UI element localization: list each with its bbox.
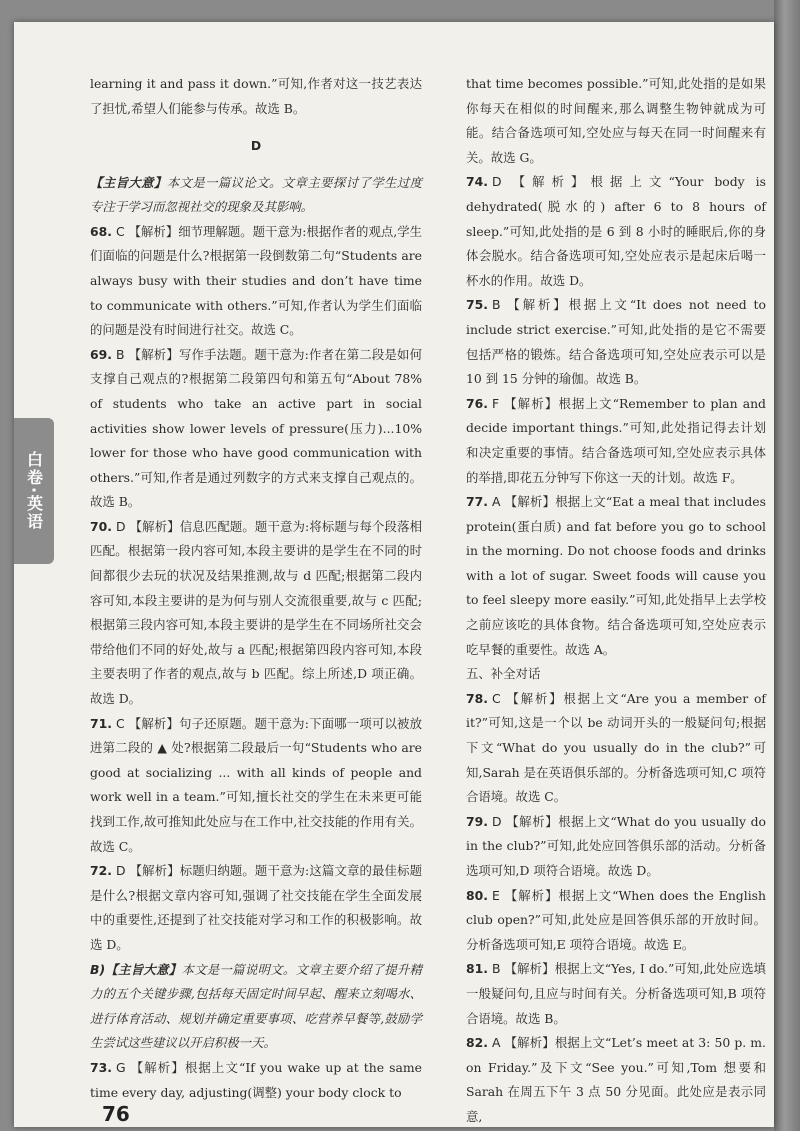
main-idea (90, 171, 422, 220)
item-answer: D (115, 518, 126, 534)
item-answer: C (115, 223, 125, 239)
item-number: 79. (466, 813, 488, 829)
item-answer: E (491, 887, 500, 903)
answer-item-71 (90, 712, 422, 860)
answer-item-74 (466, 170, 766, 293)
book-edge (774, 0, 800, 1131)
answer-item-77 (466, 490, 766, 662)
section-b-text: 本文是一篇说明文。文章主要介绍了提升精力的五个关键步骤,包括每天固定时间早起、醒来立刻喝水、进行体育活动、规划并确定重要事项、吃营养早餐等,鼓励学生尝试这些建议以开启积极一天。 (90, 961, 423, 1051)
answer-item-81 (466, 957, 766, 1031)
side-tab-label: 白卷·英语 (24, 450, 44, 532)
item-number: 75. (466, 297, 488, 313)
answer-item-70 (90, 515, 422, 712)
section-letter: D (250, 137, 262, 153)
left-intro: learning it and pass it down.”可知,作者对这一技艺表达了担忧,希望人们能参与传承。故选 B。 (90, 76, 422, 116)
item-text: 【解析】细节理解题。题干意为:根据作者的观点,学生们面临的问题是什么?根据第一段倒数第二句“Students are always busy with their studies and don’t have time to communicate with others.”可知,作者认为学生们面临的问题是没有时间进行社交。故选 C。 (90, 223, 422, 338)
answer-item-79 (466, 810, 766, 884)
item-text: 【解析】根据上文“It does not need to include strict exercise.”可知,此处指的是它不需要包括严格的锻炼。结合备选项可知,空处应表示可以是 10 到 15 分钟的瑜伽。故选 B。 (466, 297, 766, 387)
item-text: 【解析】根据上文“Your body is dehydrated(脱水的) after 6 to 8 hours of sleep.”可知,此处指的是 6 到 8 小时的睡眠后,你的身体会脱水。结合备选项可知,空处应表示是起床后喝一杯水的作用。故选 D。 (466, 174, 766, 288)
answer-item-72 (90, 859, 422, 957)
side-tab (14, 418, 54, 564)
item-text: 【解析】根据上文“Yes, I do.”可知,此处应选填一般疑问句,且应与时间有关。分析备选项可知,B 项符合语境。故选 B。 (466, 961, 766, 1026)
item-text: 【解析】根据上文“Let’s meet at 3: 50 p. m. on Friday.”及下文“See you.”可知,Tom 想要和 Sarah 在周五下午 3 点 50 分见面。此处应是表示同意, (466, 1035, 766, 1124)
main-idea-text: 本文是一篇议论文。文章主要探讨了学生过度专注于学习而忽视社交的现象及其影响。 (90, 174, 423, 215)
answer-item-68 (90, 220, 422, 343)
item-number: 72. (90, 863, 112, 879)
answer-item-80 (466, 884, 766, 958)
item-text: 【解析】根据上文“When does the English club open?”可知,此处应是回答俱乐部的开放时间。分析备选项可知,E 项符合语境。故选 E。 (466, 887, 766, 952)
item-answer: B (491, 961, 501, 977)
item-answer: F (491, 395, 500, 411)
item-answer: D (491, 813, 502, 829)
main-idea-tag: 【主旨大意】 (90, 174, 167, 190)
item-answer: A (491, 1035, 501, 1051)
answer-item-73 (90, 1056, 422, 1105)
item-number: 69. (90, 346, 112, 362)
item-answer: B (115, 346, 125, 362)
item-answer: C (115, 715, 125, 731)
item-number: 76. (466, 395, 488, 411)
item-number: 80. (466, 887, 488, 903)
item-number: 70. (90, 518, 112, 534)
left-column (90, 72, 422, 1105)
item-text: 【解析】信息匹配题。题干意为:将标题与每个段落相匹配。根据第一段内容可知,本段主要讲的是学生在不同的时间都很少去玩的状况及结果推测,故与 d 匹配;根据第二段内容可知,本段主要讲的是为何与别人交流很重要,故与 c 匹配;根据第三段内容可知,本段主要讲的是学生在不同场所社交会带给他们不同的好处,故与 a 匹配;根据第四段内容可知,本段主要表明了作者的观点,故与 b 匹配。综上所述,D 项正确。故选 D。 (90, 518, 422, 707)
answer-item-78 (466, 687, 766, 810)
item-number: 73. (90, 1059, 112, 1075)
page-number: 76 (102, 1102, 130, 1126)
item-text: 【解析】根据上文“Remember to plan and decide important things.”可知,此处指记得去计划和决定重要的事情。结合备选项可知,空处应表示具体的举措,即花五分钟写下你这一天的计划。故选 F。 (466, 395, 766, 485)
answer-item-76 (466, 392, 766, 490)
right-column (466, 72, 766, 1127)
item-number: 82. (466, 1035, 488, 1051)
item-text: 【解析】根据上文“Are you a member of it?”可知,这是一个以 be 动词开头的一般疑问句;根据下文“What do you usually do in the club?”可知,Sarah 是在英语俱乐部的。分析备选项可知,C 项符合语境。故选 C。 (466, 690, 766, 805)
answer-item-75 (466, 293, 766, 391)
item-answer: D (491, 174, 502, 190)
document-page (14, 22, 774, 1127)
item-text: 【解析】写作手法题。题干意为:作者在第二段是如何支撑自己观点的?根据第二段第四句和第五句“About 78% of students who take an active part in social activities show lower levels of pressure(压力)...10% lower for those who have good communication with others.”可知,作者是通过列数字的方式来支撑自己观点的。故选 B。 (90, 346, 422, 510)
section-heading: 五、补全对话 (466, 666, 541, 682)
item-number: 71. (90, 715, 112, 731)
item-text: 【解析】句子还原题。题干意为:下面哪一项可以被放进第二段的 ▲ 处?根据第二段最后一句“Students who are good at socializing ... with all kinds of people and work well in a team.”可知,擅长社交的学生在未来更可能找到工作,故可推知此处应与在工作中,社交技能的作用有关。故选 C。 (90, 715, 422, 854)
item-number: 68. (90, 223, 112, 239)
item-answer: C (491, 690, 501, 706)
section-b-main-idea (90, 958, 422, 1056)
item-number: 78. (466, 690, 488, 706)
item-number: 74. (466, 174, 488, 190)
right-intro: that time becomes possible.”可知,此处指的是如果你每天在相似的时间醒来,那么调整生物钟就成为可能。结合备选项可知,空处应与每天在同一时间醒来有关。故选 G。 (466, 76, 766, 165)
item-number: 77. (466, 494, 488, 510)
item-text: 【解析】根据上文“If you wake up at the same time every day, adjusting(调整) your body clock to (90, 1059, 422, 1100)
item-answer: A (491, 494, 501, 510)
section-b-tag: B)【主旨大意】 (90, 961, 182, 977)
item-answer: G (115, 1059, 126, 1075)
answer-item-69 (90, 343, 422, 515)
item-text: 【解析】标题归纳题。题干意为:这篇文章的最佳标题是什么?根据文章内容可知,强调了社交技能在学生全面发展中的重要性,还提到了社交技能对学习和工作的积极影响。故选 D。 (90, 863, 422, 952)
answer-item-82 (466, 1031, 766, 1127)
item-answer: D (115, 863, 126, 879)
item-text: 【解析】根据上文“Eat a meal that includes protein(蛋白质) and fat before you go to school in the morning. Do not choose foods and drinks with a lot of sugar. Sweet foods will cause you to feel sleepy more easily.”可知,此处指早上去学校之前应该吃的具体食物。结合备选项可知,空处应表示吃早餐的重要性。故选 A。 (466, 494, 766, 657)
item-answer: B (491, 297, 501, 313)
item-text: 【解析】根据上文“What do you usually do in the club?”可知,此处应回答俱乐部的活动。分析备选项可知,D 项符合语境。故选 D。 (466, 813, 766, 878)
item-number: 81. (466, 961, 488, 977)
